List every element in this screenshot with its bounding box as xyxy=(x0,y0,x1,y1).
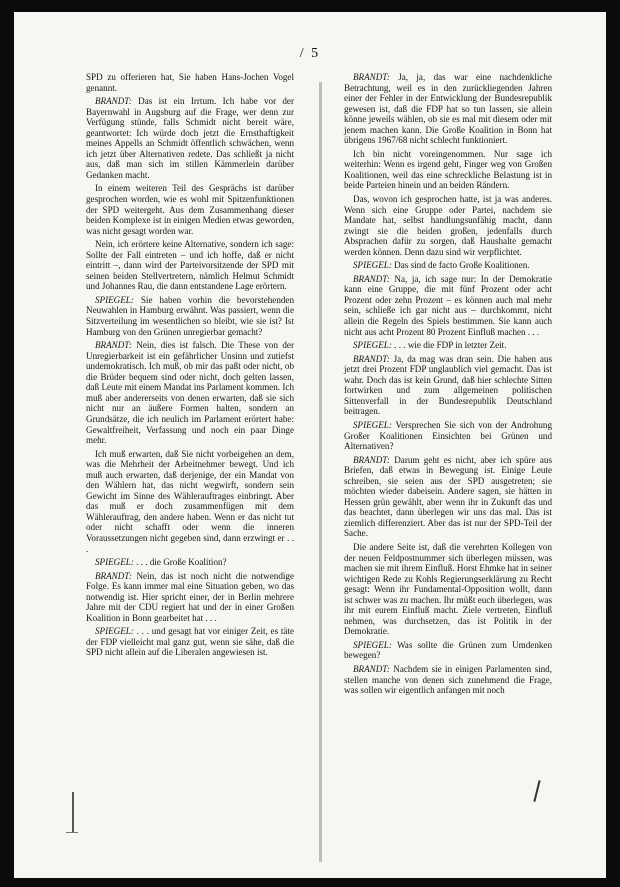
paragraph xyxy=(344,420,552,452)
paragraph-text: In einem weiteren Teil des Gesprächs ist darüber gesprochen worden, wie es wohl mit Spitzenfunktionen der SPD weitergeht. Aus dem Zusammenhang dieser beiden Komplexe ist in einigen Medien etwas geworden, was nicht gesagt worden war. xyxy=(86,183,294,236)
speaker-label: BRANDT: xyxy=(353,454,390,465)
paragraph-text: SPD zu offerieren hat, Sie haben Hans-Jochen Vogel genannt. xyxy=(86,72,294,93)
pen-tick-mark xyxy=(533,780,540,802)
paragraph xyxy=(344,194,552,257)
paragraph-text: Ja, ja, das war eine nachdenkliche Betrachtung, weil es in den zurückliegenden Jahren einer der Fehler in der Entwicklung der Bundesrepublik gewesen ist, daß die FDP hat so tun lassen, sie allein könne jeweils wählen, ob sie es mal mit diesem oder mit jenem machen kann. Die Große Koalition in Bonn hat übrigens 1967/68 nicht schlecht funktioniert. xyxy=(344,72,552,146)
paragraph-text: Sie haben vorhin die bevorstehenden Neuwahlen in Hamburg erwähnt. Was passiert, wenn die Sitzverteilung im wesentlichen so bleibt, wie sie ist? Ist Hamburg von den Grünen unregierbar gemacht? xyxy=(86,294,294,337)
page-number: / 5 xyxy=(299,46,321,61)
paragraph-text: Nein, dies ist falsch. Die These von der Unregierbarkeit ist ein gefährlicher Unsinn und zutiefst undemokratisch. Ich muß, ob mir das paßt oder nicht, ob die Brüder bequem sind oder nicht, doch gelten lassen, daß Leute mit einem Mandat ins Parlament kommen. Ich muß aber andererseits von denen erwarten, daß sie sich nicht nur an äußere Formen halten, sondern an Grundsätze, die ich neulich im Parlament erörtert habe: Gewaltfreiheit, Verfassung und noch ein paar Dinge mehr. xyxy=(86,340,294,446)
paragraph-text: Na, ja, ich sage nur: In der Demokratie kann eine Gruppe, die mit fünf Prozent oder acht Prozent oder zehn Prozent – es können auch mal mehr sein, schließe ich gar nicht aus – durchkommt, nicht allein die Regeln des Spiels bestimmen. Sie kann auch nicht aus acht Prozent 80 Prozent Einfluß machen . . . xyxy=(344,273,552,337)
paragraph-text: Das ist ein Irrtum. Ich habe vor der Bayernwahl in Augsburg auf die Frage, wer denn zur Verfügung stünde, falls Schmidt nicht bereit wäre, geantwortet: Ich würde doch jetzt die Ernsthaftigkeit meines Appells an Schmidt öffentlich schwächen, wenn ich jetzt über Alternativen redete. Das schließt ja nicht aus, daß man sich im stillen Kämmerlein darüber Gedanken macht. xyxy=(86,96,294,180)
paragraph xyxy=(86,96,294,180)
paragraph-text: Nein, das ist noch nicht die notwendige Folge. Es kann immer mal eine Situation geben, wo das notwendig ist. Hier spricht einer, der in Berlin mehrere Jahre mit der CDU regiert hat und der in einer Großen Koalition in Bonn gearbeitet hat . . . xyxy=(86,570,294,623)
right-column xyxy=(344,72,552,699)
paragraph xyxy=(344,149,552,191)
speaker-label: BRANDT: xyxy=(95,340,132,351)
speaker-label: BRANDT: xyxy=(95,570,132,581)
paragraph-text: Was sollte die Grünen zum Umdenken bewegen? xyxy=(344,639,552,661)
margin-mark xyxy=(72,792,74,832)
column-gutter xyxy=(319,82,322,862)
paragraph xyxy=(86,449,294,554)
paragraph xyxy=(344,72,552,146)
speaker-label: SPIEGEL: xyxy=(353,419,392,430)
paragraph xyxy=(344,340,552,351)
paragraph-text: Ich bin nicht voreingenommen. Nur sage ich weiterhin: Wenn es irgend geht, Finger weg von Großen Koalitionen, weil das eine schreckliche Belastung ist in beide Parteien hinein und an beiden Rändern. xyxy=(344,148,552,191)
paragraph xyxy=(344,260,552,271)
paragraph xyxy=(344,640,552,661)
paragraph-text: Nachdem sie in einigen Parlamenten sind, stellen manche von denen sich zunehmend die Frage, was sollen wir eigentlich anfangen mit noch xyxy=(344,663,552,696)
paragraph-text: Das, wovon ich gesprochen hatte, ist ja was anderes. Wenn sich eine Gruppe oder Partei, nachdem sie Mandate hat, selbst handlungsunfähig macht, dann zwingt sie die beiden großen, jedenfalls durch Absprachen dafür zu sorgen, daß Haushalte gemacht werden können. Denn dazu sind wir verpflichtet. xyxy=(344,194,552,257)
paragraph-text: . . . wie die FDP in letzter Zeit. xyxy=(391,340,507,351)
paragraph-text: . . . und gesagt hat vor einiger Zeit, es täte der FDP vielleicht mal ganz gut, wenn sie sähe, daß die SPD nicht allein auf die Liberalen angewiesen ist. xyxy=(86,626,294,658)
margin-mark xyxy=(66,832,78,833)
speaker-label: SPIEGEL: xyxy=(353,639,392,650)
paragraph xyxy=(86,239,294,292)
paragraph xyxy=(86,72,294,93)
paragraph xyxy=(344,664,552,696)
paragraph xyxy=(344,542,552,637)
paragraph-text: Versprechen Sie sich von der Androhung Großer Koalitionen Einsichten bei Grünen und Alternativen? xyxy=(344,419,552,452)
speaker-label: SPIEGEL: xyxy=(353,340,392,351)
speaker-label: BRANDT: xyxy=(95,96,132,107)
paragraph-text: Nein, ich erörtere keine Alternative, sondern ich sage: Sollte der Fall eintreten – und ich hoffe, daß er nicht eintritt –, dann wird der Parteivorsitzende der SPD mit seinen beiden Stellvertretern, nämlich Helmut Schmidt und Johannes Rau, die dann entstandene Lage erörtern. xyxy=(86,239,294,292)
paragraph-text: Darum geht es nicht, aber ich spüre aus Briefen, daß etwas in Bewegung ist. Einige Leute schreiben, sie seien aus der SPD ausgetreten; sie möchten wieder dabeisein. Andere sagen, sie hätten in Hessen grün gewählt, aber wenn ihr in Zukunft das und das beachtet, dann überlegen wir uns das mal. Das ist ziemlich differenziert. Aber das ist nur der SPD-Teil der Sache. xyxy=(344,454,552,539)
left-column xyxy=(86,72,294,661)
speaker-label: SPIEGEL: xyxy=(95,626,134,637)
speaker-label: BRANDT: xyxy=(353,353,390,364)
paragraph xyxy=(344,274,552,337)
paragraph-text: Ich muß erwarten, daß Sie nicht vorbeigehen an dem, was die Mehrheit der Arbeitnehmer bewegt. Und ich muß auch erwarten, daß derjenige, der ein Mandat von den Wählern hat, das nicht wegwirft, sondern sein Gewicht im Sinne des Wählerauftrages einbringt. Aber das muß er doch zusammenfügen mit dem Wählerauftrag, den andere haben. Wenn er das nicht tut oder nicht schafft oder wenn die inneren Voraussetzungen nicht gegeben sind, dann erzwingt er . . . xyxy=(86,448,294,554)
speaker-label: BRANDT: xyxy=(353,273,390,284)
paragraph xyxy=(86,571,294,624)
paragraph xyxy=(86,295,294,337)
speaker-label: BRANDT: xyxy=(353,663,390,674)
speaker-label: SPIEGEL: xyxy=(353,260,392,271)
paragraph-text: Das sind de facto Große Koalitionen. xyxy=(391,260,530,271)
paragraph xyxy=(86,626,294,658)
speaker-label: SPIEGEL: xyxy=(95,557,134,568)
paragraph xyxy=(344,354,552,417)
paragraph-text: . . . die Große Koalition? xyxy=(133,557,227,568)
paragraph xyxy=(86,557,294,568)
speaker-label: SPIEGEL: xyxy=(95,294,134,305)
paragraph-text: Ja, da mag was dran sein. Die haben aus jetzt drei Prozent FDP unglaublich viel gemacht. Das ist wahr. Doch das ist kein Grund, daß hier schlechte Sitten fortwirken und zum allgemeinen politischen Sittenverfall in der Bundesrepublik Deutschland beitragen. xyxy=(344,353,552,417)
scanned-page xyxy=(14,12,606,878)
paragraph-text: Die andere Seite ist, daß die verehrten Kollegen von der neuen Feldpostnummer sich überlegen müssen, was machen sie mit ihrem Einfluß. Horst Ehmke hat in seiner wichtigen Rede zu Kohls Regierungserklärung zu Recht gesagt: Wenn ihr Fundamental-Opposition wollt, dann ist schwer was zu machen. Ihr müßt euch überlegen, was ihr mit eurem Einfluß macht. Ziele vertreten, Einfluß nehmen, was durchsetzen, das ist Politik in der Demokratie. xyxy=(344,541,552,637)
paragraph xyxy=(344,455,552,539)
speaker-label: BRANDT: xyxy=(353,72,390,82)
paragraph xyxy=(86,183,294,236)
paragraph xyxy=(86,340,294,445)
